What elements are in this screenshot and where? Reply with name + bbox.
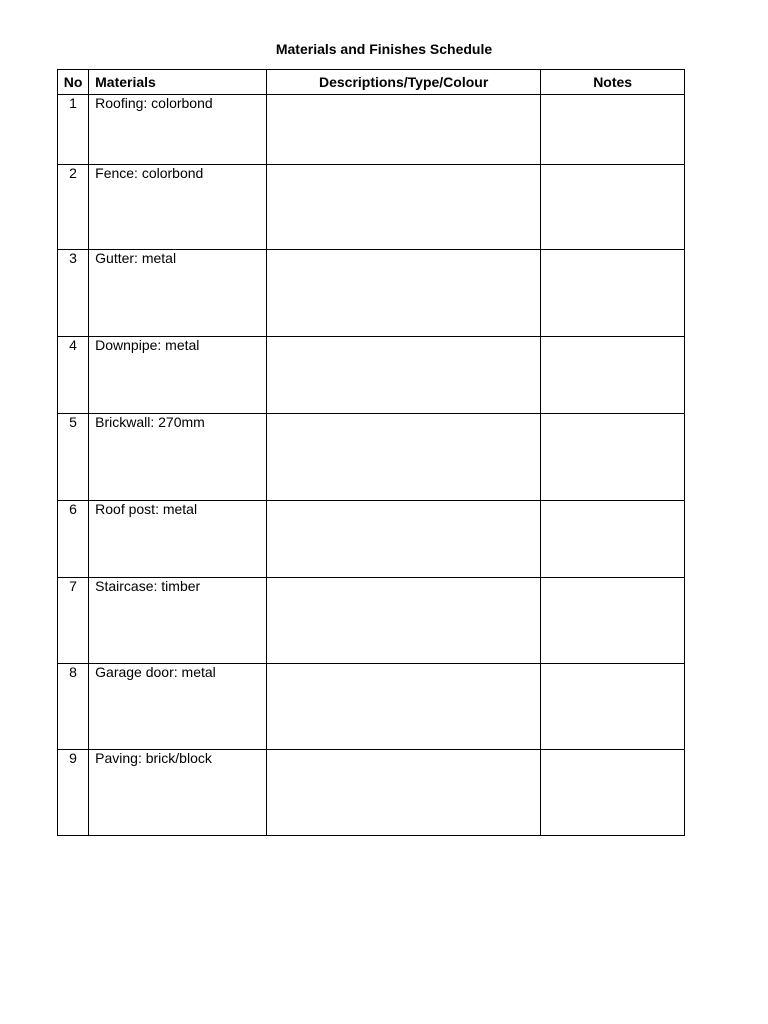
row-number: 4 <box>58 337 89 414</box>
row-description[interactable] <box>266 578 540 664</box>
row-notes[interactable] <box>541 95 685 165</box>
table-row <box>58 664 685 750</box>
row-number: 1 <box>58 95 89 165</box>
document-title: Materials and Finishes Schedule <box>275 41 493 57</box>
row-number: 3 <box>58 250 89 337</box>
row-material: Gutter: metal <box>89 250 267 337</box>
row-notes[interactable] <box>541 664 685 750</box>
row-material: Garage door: metal <box>89 664 267 750</box>
header-descriptions: Descriptions/Type/Colour <box>266 70 540 95</box>
row-description[interactable] <box>266 165 540 250</box>
row-notes[interactable] <box>541 501 685 578</box>
header-notes: Notes <box>541 70 685 95</box>
materials-schedule-table <box>57 69 685 836</box>
row-description[interactable] <box>266 337 540 414</box>
row-material: Brickwall: 270mm <box>89 414 267 501</box>
table-row <box>58 750 685 836</box>
table-row <box>58 501 685 578</box>
table-row <box>58 414 685 501</box>
row-description[interactable] <box>266 501 540 578</box>
row-number: 5 <box>58 414 89 501</box>
row-notes[interactable] <box>541 414 685 501</box>
row-material: Downpipe: metal <box>89 337 267 414</box>
header-materials: Materials <box>89 70 267 95</box>
table-row <box>58 165 685 250</box>
table-row <box>58 337 685 414</box>
row-number: 9 <box>58 750 89 836</box>
row-notes[interactable] <box>541 337 685 414</box>
row-number: 7 <box>58 578 89 664</box>
table-row <box>58 250 685 337</box>
row-material: Fence: colorbond <box>89 165 267 250</box>
row-number: 2 <box>58 165 89 250</box>
row-description[interactable] <box>266 414 540 501</box>
row-notes[interactable] <box>541 750 685 836</box>
table-row <box>58 578 685 664</box>
row-notes[interactable] <box>541 250 685 337</box>
row-description[interactable] <box>266 664 540 750</box>
row-description[interactable] <box>266 750 540 836</box>
header-no: No <box>58 70 89 95</box>
row-material: Roofing: colorbond <box>89 95 267 165</box>
row-notes[interactable] <box>541 165 685 250</box>
row-number: 8 <box>58 664 89 750</box>
table-row <box>58 95 685 165</box>
row-material: Paving: brick/block <box>89 750 267 836</box>
table-header-row <box>58 70 685 95</box>
row-description[interactable] <box>266 250 540 337</box>
row-notes[interactable] <box>541 578 685 664</box>
row-number: 6 <box>58 501 89 578</box>
row-material: Roof post: metal <box>89 501 267 578</box>
row-description[interactable] <box>266 95 540 165</box>
row-material: Staircase: timber <box>89 578 267 664</box>
